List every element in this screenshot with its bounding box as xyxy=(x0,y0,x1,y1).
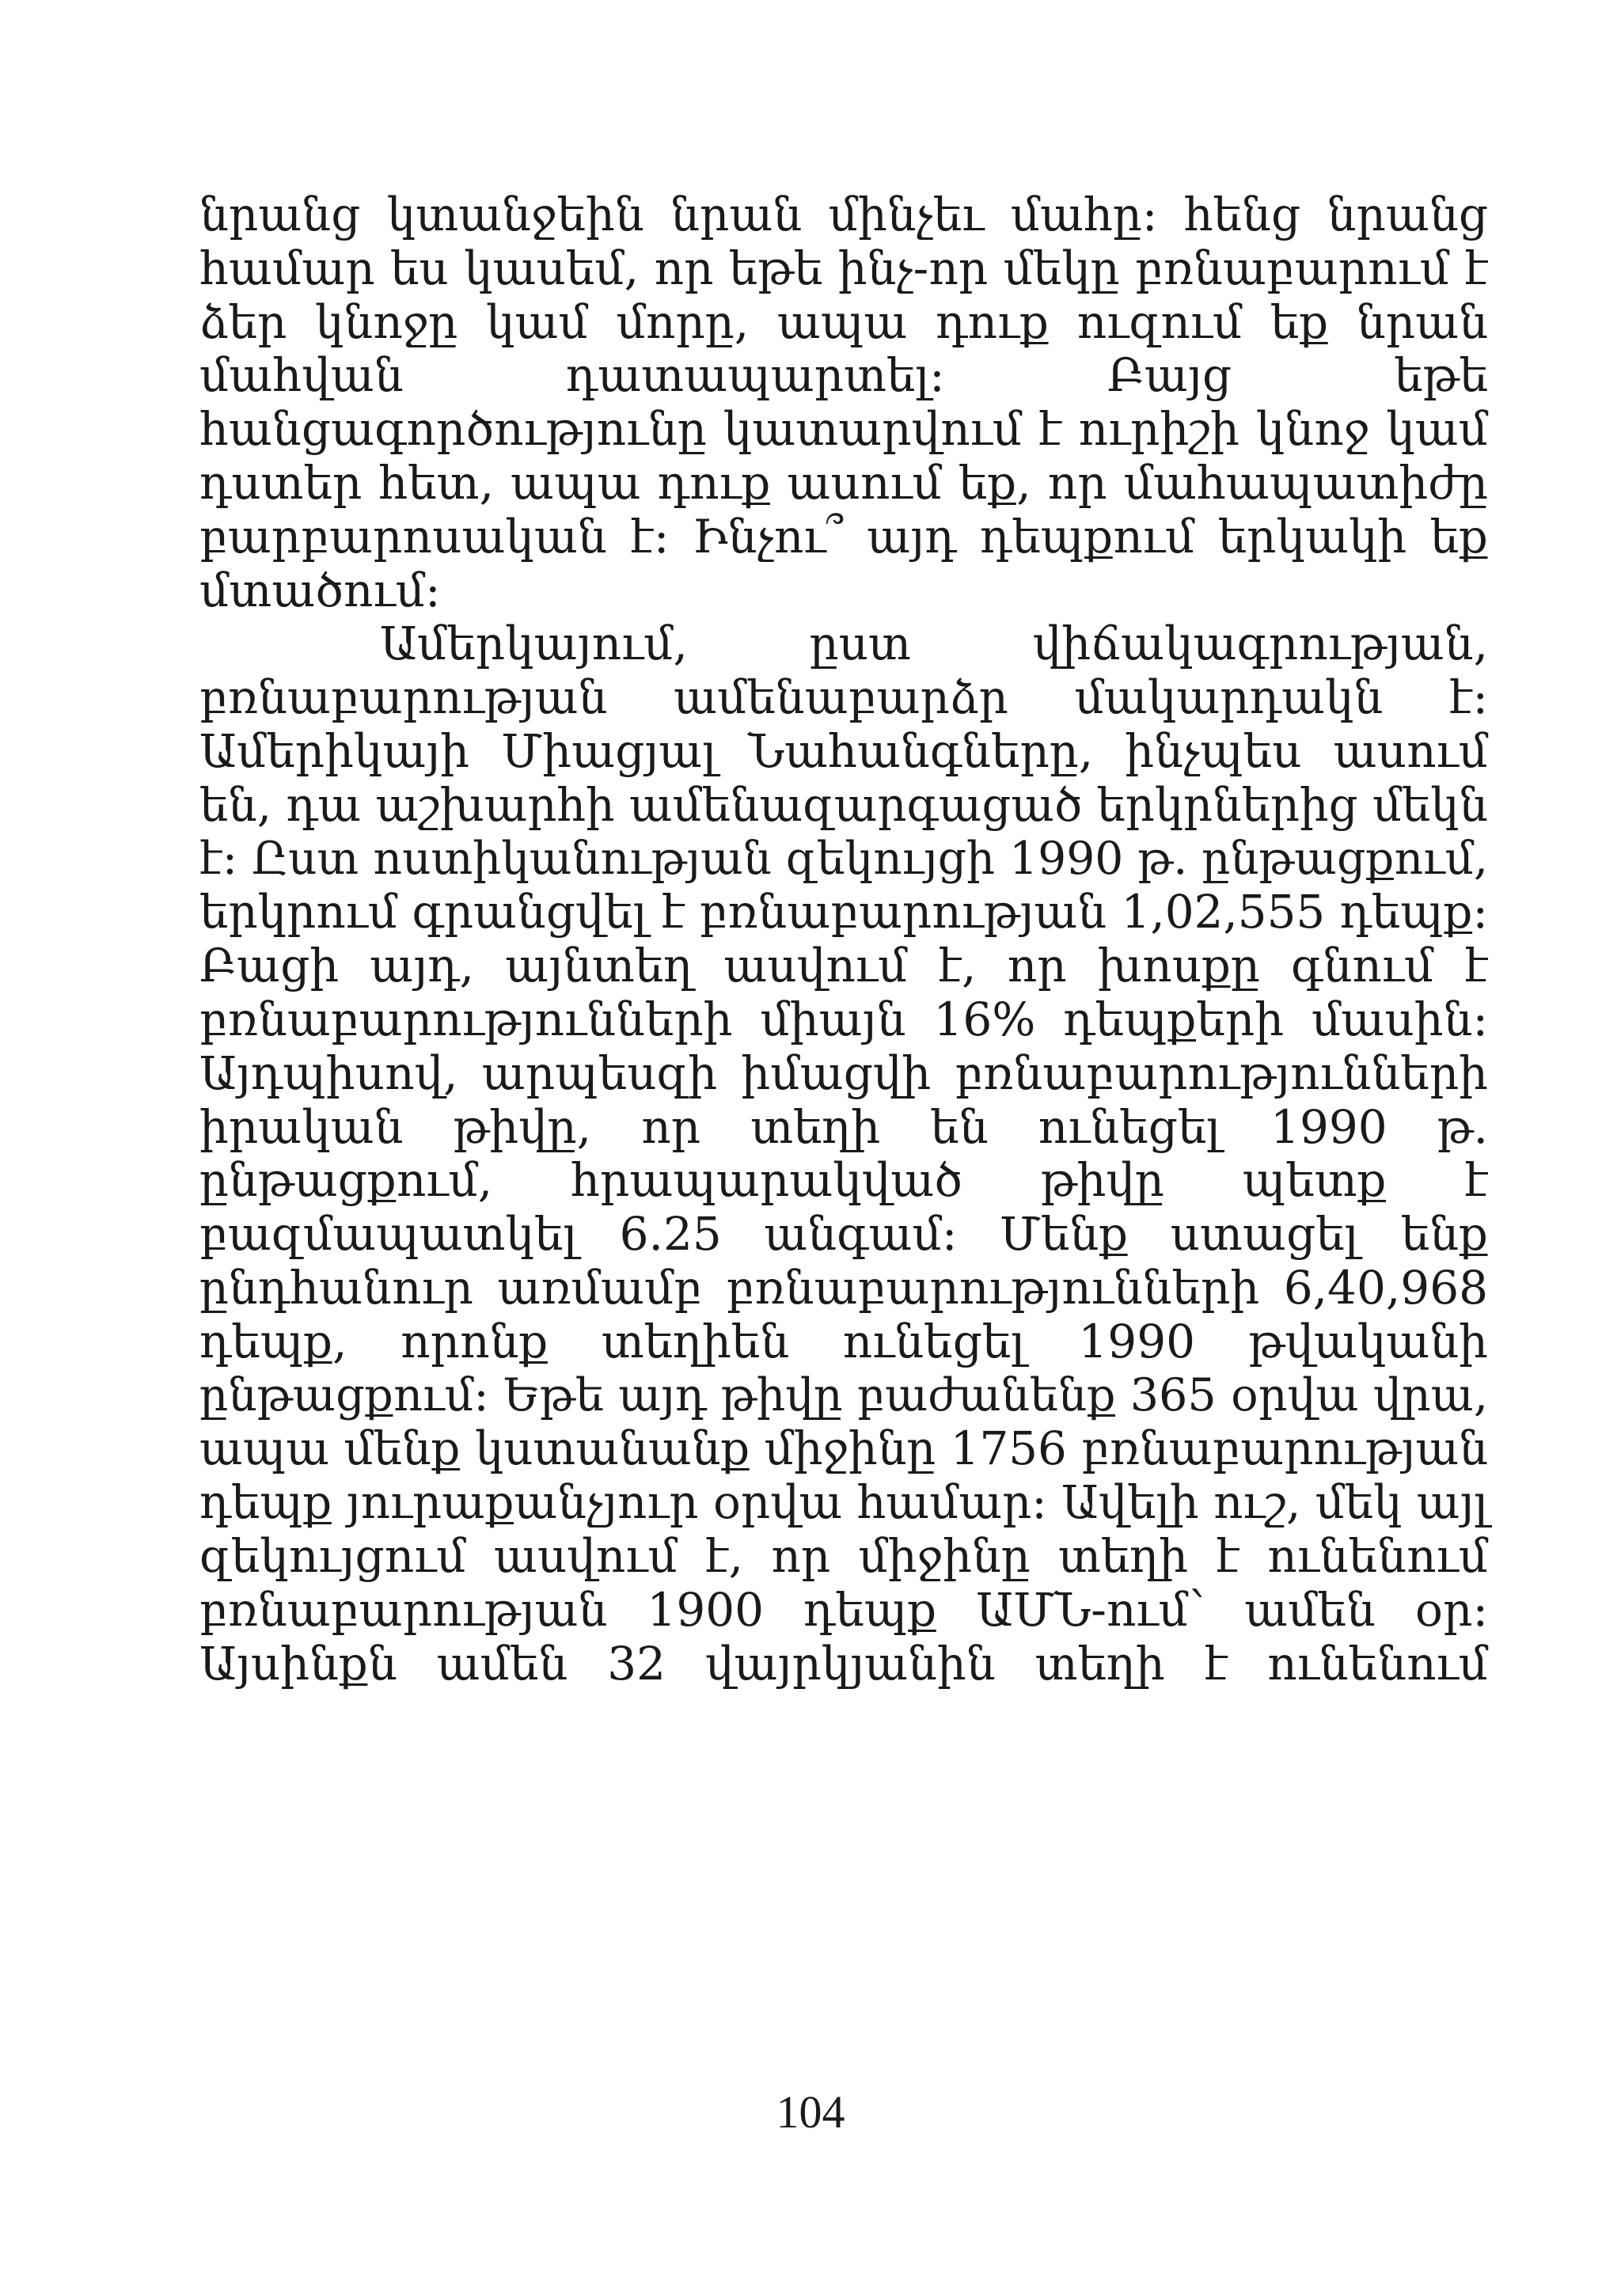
text-line: բռնաբարության ամենաբարձր մակարդակն է: xyxy=(199,670,1488,725)
text-line: իրական թիվը, որ տեղի են ունեցել 1990 թ. xyxy=(199,1099,1488,1154)
body-text xyxy=(199,188,1488,1691)
text-line: դեպք յուրաքանչյուր օրվա համար: Ավելի ուշ, մեկ այլ xyxy=(199,1475,1488,1530)
text-line: հանցագործությունը կատարվում է ուրիշի կնոջ կամ xyxy=(199,402,1488,457)
text-line: Այդպիսով, արպեսզի իմացվի բռնաբարությունների xyxy=(199,1046,1488,1100)
text-line: մահվան դատապարտել: Բայց եթե xyxy=(199,348,1488,403)
text-line: բռնաբարության 1900 դեպք ԱՄՆ-ում՝ ամեն օր: xyxy=(199,1582,1488,1637)
text-line: Ամերկայում, ըստ վիճակագրության, xyxy=(380,617,1488,671)
text-line: է: Ըստ ոստիկանության զեկույցի 1990 թ. ընթացքում, xyxy=(199,832,1488,885)
text-line: զեկույցում ասվում է, որ միջինը տեղի է ունենում xyxy=(199,1528,1488,1583)
text-line: ընթացքում: Եթե այդ թիվը բաժանենք 365 օրվա վրա, xyxy=(199,1368,1488,1421)
text-line: Ամերիկայի Միացյալ Նահանգները, ինչպես ասում xyxy=(199,723,1488,778)
text-line: դստեր հետ, ապա դուք ասում եք, որ մահապատիժը xyxy=(199,455,1488,510)
text-line: համար ես կասեմ, որ եթե ինչ-որ մեկը բռնաբարում է xyxy=(199,241,1488,295)
text-line: ընթացքում, հրապարակված թիվը պետք է xyxy=(199,1153,1488,1208)
text-line: ընդհանուր առմամբ բռնաբարությունների 6,40,968 xyxy=(199,1260,1488,1315)
text-line: են, դա աշխարհի ամենազարգացած երկրներից մեկն xyxy=(199,778,1488,832)
page-number: 104 xyxy=(776,2086,845,2138)
text-line: դեպք, որոնք տեղիեն ունեցել 1990 թվականի xyxy=(199,1314,1488,1368)
text-line: Բացի այդ, այնտեղ ասվում է, որ խոսքը գնում է xyxy=(199,939,1488,993)
text-line: նրանց կտանջեին նրան մինչեւ մահը: հենց նրանց xyxy=(199,188,1488,241)
text-line: բռնաբարությունների միայն 16% դեպքերի մասին: xyxy=(199,992,1488,1046)
text-line: ձեր կնոջը կամ մորը, ապա դուք ուզում եք նրան xyxy=(199,294,1488,349)
text-line: երկրում գրանցվել է բռնաբարության 1,02,555 դեպք: xyxy=(199,885,1488,939)
text-line: բարբարոսական է: Ինչու՞ այդ դեպքում երկակի եք xyxy=(199,509,1488,564)
text-line: ապա մենք կստանանք միջինը 1756 բռնաբարության xyxy=(199,1421,1488,1476)
text-line: բազմապատկել 6.25 անգամ: Մենք ստացել ենք xyxy=(199,1207,1488,1262)
text-line: մտածում: xyxy=(199,563,441,617)
text-line: Այսինքն ամեն 32 վայրկյանին տեղի է ունենում xyxy=(199,1636,1488,1691)
